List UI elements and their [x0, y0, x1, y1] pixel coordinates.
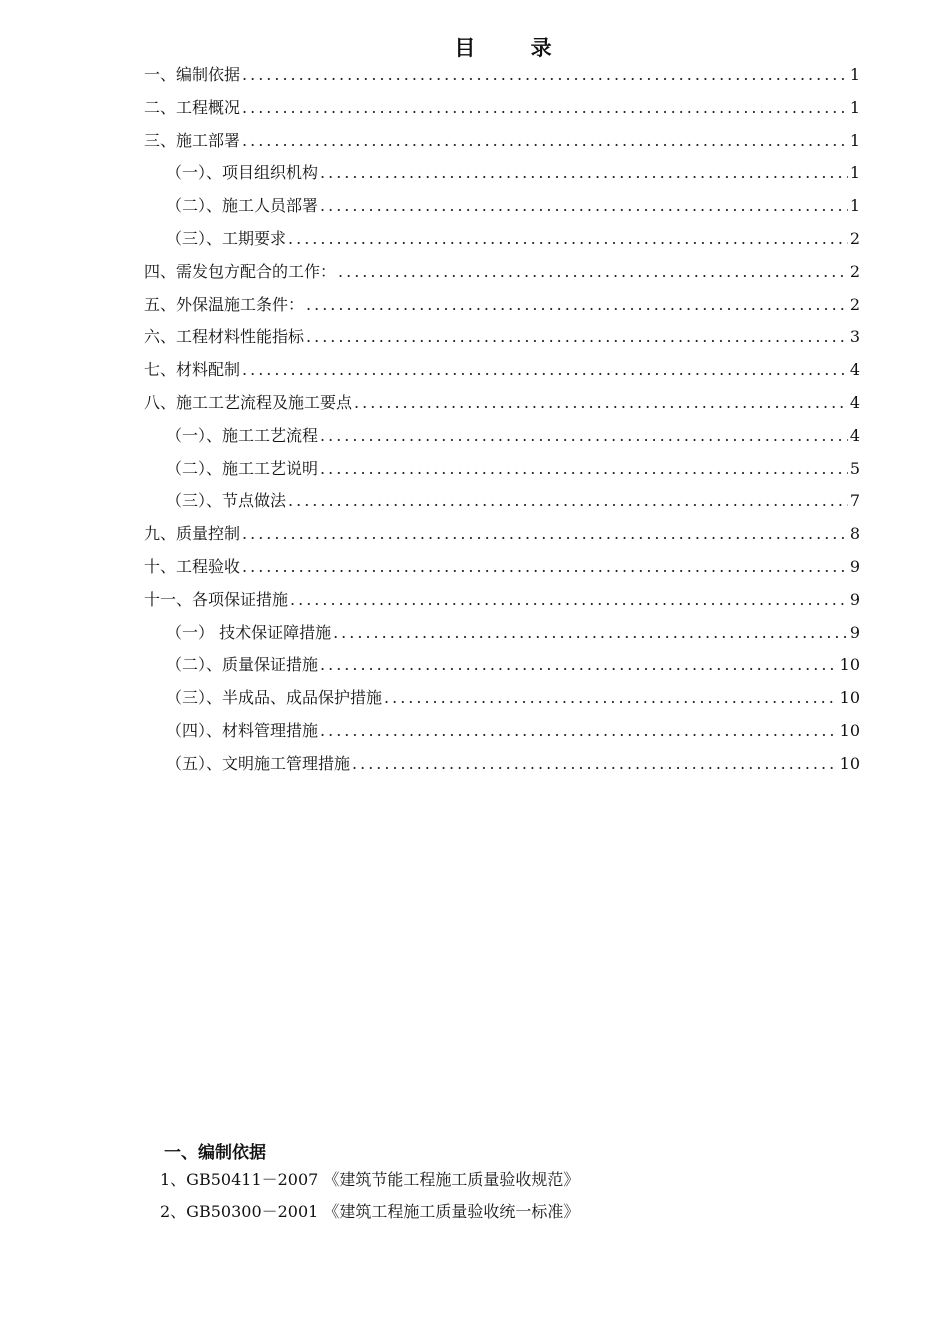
toc-dot-leader — [320, 190, 848, 223]
toc-entry-page: 4 — [849, 392, 860, 412]
toc-entry-page: 5 — [849, 458, 860, 478]
toc-entry-page: 2 — [849, 261, 860, 281]
toc-entry-page: 4 — [849, 360, 860, 380]
toc-entry-label: 九、质量控制 — [144, 524, 241, 544]
toc-entry[interactable] — [144, 748, 860, 781]
toc-entry[interactable] — [144, 453, 860, 486]
toc-entry[interactable] — [144, 485, 860, 518]
toc-entry-page: 4 — [849, 425, 860, 445]
toc-entry-label: 六、工程材料性能指标 — [144, 327, 305, 347]
toc-entry[interactable] — [144, 223, 860, 256]
toc-entry-label: （一）、项目组织机构 — [166, 163, 319, 183]
toc-entry-label: 一、编制依据 — [144, 65, 241, 84]
toc-entry[interactable] — [144, 617, 860, 650]
toc-entry-page: 10 — [839, 688, 860, 708]
toc-title: 目 录 — [454, 36, 576, 60]
toc-entry-label: （三）、工期要求 — [166, 228, 287, 248]
toc-entry[interactable] — [144, 518, 860, 551]
toc-entry-page: 2 — [849, 294, 860, 314]
toc-dot-leader — [242, 551, 848, 584]
toc-entry-label: （四）、材料管理措施 — [166, 720, 319, 740]
toc-entry-label: 八、施工工艺流程及施工要点 — [144, 392, 353, 412]
toc-dot-leader — [242, 125, 848, 158]
toc-entry-label: （一）、施工工艺流程 — [166, 425, 319, 445]
toc-dot-leader — [320, 453, 848, 486]
toc-entry-page: 9 — [849, 622, 860, 642]
basis-item: 2、GB50300－2001 《建筑工程施工质量验收统一标准》 — [160, 1202, 580, 1221]
toc-dot-leader — [320, 157, 848, 190]
toc-dot-leader — [288, 223, 848, 256]
toc-dot-leader — [320, 649, 838, 682]
toc-dot-leader — [290, 584, 848, 617]
basis-item: 1、GB50411－2007 《建筑节能工程施工质量验收规范》 — [160, 1170, 580, 1189]
toc-entry-label: 十一、各项保证措施 — [144, 589, 289, 609]
toc-entry[interactable] — [144, 321, 860, 354]
section-heading: 一、编制依据 — [164, 1143, 266, 1163]
toc-entry-label: 十、工程验收 — [144, 556, 241, 576]
toc-entry[interactable] — [144, 92, 860, 125]
toc-dot-leader — [354, 387, 848, 420]
basis-list — [160, 1164, 860, 1228]
toc-entry-label: （二）、质量保证措施 — [166, 655, 319, 675]
toc-entry-page: 9 — [849, 589, 860, 609]
toc-entry[interactable] — [144, 125, 860, 158]
toc-dot-leader — [384, 682, 838, 715]
toc-entry-page: 8 — [849, 524, 860, 544]
toc-dot-leader — [352, 748, 838, 781]
toc-entry[interactable] — [144, 682, 860, 715]
toc-entry-label: 四、需发包方配合的工作： — [144, 261, 337, 281]
toc-entry-page: 7 — [849, 491, 860, 511]
toc-dot-leader — [242, 518, 848, 551]
toc-dot-leader — [320, 715, 838, 748]
toc-entry[interactable] — [144, 715, 860, 748]
toc-entry-page: 1 — [849, 196, 860, 216]
toc-entry-label: （二）、施工人员部署 — [166, 196, 319, 216]
toc-entry-label: 七、材料配制 — [144, 360, 241, 380]
toc-entry-page: 9 — [849, 556, 860, 576]
toc-dot-leader — [333, 617, 848, 650]
toc-entry-page: 3 — [849, 327, 860, 347]
toc-entry-label: （一） 技术保证障措施 — [166, 622, 332, 642]
toc-entry-label: 二、工程概况 — [144, 97, 241, 117]
table-of-contents — [144, 59, 860, 781]
toc-entry[interactable] — [144, 157, 860, 190]
toc-entry-page: 10 — [839, 655, 860, 675]
toc-dot-leader — [320, 420, 848, 453]
toc-entry-label: （五）、文明施工管理措施 — [166, 753, 351, 773]
toc-entry-page: 10 — [839, 720, 860, 740]
toc-dot-leader — [306, 289, 848, 322]
toc-entry[interactable] — [144, 190, 860, 223]
toc-dot-leader — [338, 256, 848, 289]
toc-entry[interactable] — [144, 551, 860, 584]
toc-entry[interactable] — [144, 649, 860, 682]
toc-dot-leader — [242, 354, 848, 387]
toc-entry[interactable] — [144, 256, 860, 289]
toc-entry-page: 1 — [849, 65, 860, 84]
toc-dot-leader — [306, 321, 848, 354]
toc-entry-page: 1 — [849, 163, 860, 183]
toc-entry-page: 2 — [849, 228, 860, 248]
toc-dot-leader — [242, 92, 848, 125]
toc-entry-label: （三）、节点做法 — [166, 491, 287, 511]
toc-entry[interactable] — [144, 59, 860, 92]
toc-entry-page: 1 — [849, 130, 860, 150]
toc-entry-label: 三、施工部署 — [144, 130, 241, 150]
toc-entry-label: （三）、半成品、成品保护措施 — [166, 688, 383, 708]
toc-dot-leader — [242, 59, 848, 92]
toc-entry[interactable] — [144, 354, 860, 387]
toc-entry-page: 1 — [849, 97, 860, 117]
toc-entry-label: （二）、施工工艺说明 — [166, 458, 319, 478]
toc-entry-page: 10 — [839, 753, 860, 773]
toc-entry[interactable] — [144, 584, 860, 617]
toc-entry[interactable] — [144, 289, 860, 322]
toc-entry[interactable] — [144, 420, 860, 453]
toc-dot-leader — [288, 485, 848, 518]
toc-entry[interactable] — [144, 387, 860, 420]
toc-entry-label: 五、外保温施工条件： — [144, 294, 305, 314]
